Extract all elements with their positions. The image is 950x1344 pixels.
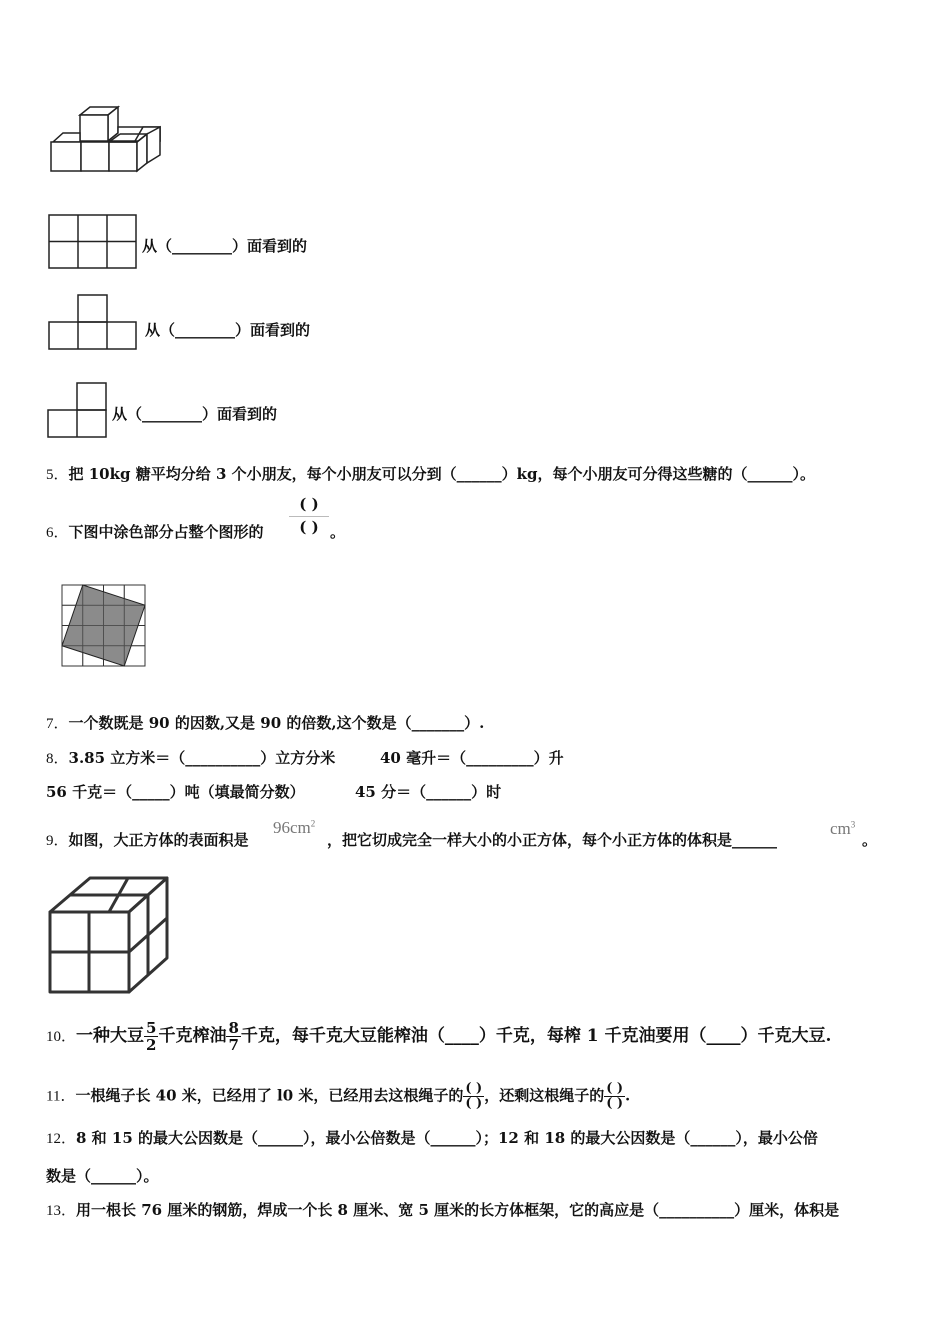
- question-8: [46, 748, 335, 769]
- question-text: 一个数既是 90 的因数,又是 90 的倍数,这个数是（_______）.: [68, 714, 485, 732]
- q6-end: 。: [330, 523, 346, 541]
- question-text: 下图中涂色部分占整个图形的: [68, 523, 264, 541]
- question-text: 把 10kg 糖平均分给 3 个小朋友，每个小朋友可以分到（______）kg，每个小朋友可分得这些糖的（______）。: [68, 465, 815, 483]
- view-figure-3: [47, 381, 109, 439]
- question-number: 11．: [46, 1088, 76, 1105]
- q8-part-4: 45 分＝（______）时: [355, 783, 502, 801]
- question-number: 5．: [46, 467, 69, 483]
- q8-part-3: 56 千克＝（_____）吨（填最简分数）: [46, 783, 305, 801]
- question-text: 用一根长 76 厘米的钢筋，焊成一个长 8 厘米、宽 5 厘米的长方体框架，它的高应是（__________）厘米，体积是: [76, 1201, 840, 1219]
- shaded-square-grid: [61, 584, 147, 668]
- question-number: 8．: [46, 751, 69, 767]
- view-figure-2: [48, 293, 140, 351]
- question-number: 9．: [46, 833, 69, 849]
- q12-line-2: 数是（______）。: [46, 1167, 159, 1185]
- question-9: [46, 830, 249, 851]
- q8-part-1: 3.85 立方米＝（__________）立方分米: [68, 749, 336, 767]
- volume-unit: $cm^3$: [830, 819, 856, 838]
- question-number: 10．: [46, 1029, 77, 1045]
- fraction-denominator: ( ): [299, 518, 319, 536]
- fraction-blank-1: $\frac{( )}{( )}$: [465, 1081, 483, 1111]
- q10-text-c: 千克，每千克大豆能榨油（____）千克，每榨 1 千克油要用（____）千克大豆.: [240, 1026, 832, 1046]
- question-11: [46, 1082, 630, 1111]
- question-10: [46, 1020, 831, 1053]
- question-number: 6．: [46, 525, 69, 541]
- fraction-5-2: $\frac{5}{2}$: [146, 1019, 157, 1054]
- view-label-2: 从（________）面看到的: [145, 321, 311, 339]
- q11-text-b: ，还剩这根绳子的: [484, 1086, 605, 1105]
- q12-line-1: 8 和 15 的最大公因数是（______），最小公倍数是（______）；12 和 18 的最大公因数是（______），最小公倍: [76, 1129, 818, 1147]
- q11-text-a: 一根绳子长 40 米，已经用了 l0 米，已经用去这根绳子的: [75, 1086, 464, 1105]
- question-number: 12．: [46, 1131, 77, 1147]
- q6-fraction: [289, 494, 329, 537]
- q9-text-b: ，把它切成完全一样大小的小正方体，每个小正方体的体积是______: [327, 831, 778, 849]
- fraction-numerator: ( ): [299, 495, 319, 513]
- block-solid-figure: [45, 105, 165, 175]
- q10-text-b: 千克榨油: [158, 1026, 227, 1046]
- fraction-8-7: $\frac{8}{7}$: [228, 1019, 239, 1054]
- q11-end: .: [625, 1086, 631, 1105]
- view-label-3: 从（________）面看到的: [112, 405, 278, 423]
- large-cube-figure: [47, 872, 172, 997]
- question-13: [46, 1200, 839, 1221]
- q8-part-2: 40 毫升＝（_________）升: [380, 749, 564, 767]
- question-number: 13．: [46, 1203, 77, 1219]
- q9-end: 。: [862, 831, 878, 849]
- view-label-1: 从（________）面看到的: [142, 237, 308, 255]
- surface-area-value: $96cm^2$: [273, 818, 316, 837]
- question-5: [46, 464, 815, 485]
- question-6: [46, 522, 264, 543]
- question-7: [46, 713, 484, 734]
- question-number: 7．: [46, 716, 69, 732]
- q10-text-a: 一种大豆: [76, 1026, 145, 1046]
- q9-text-a: 如图，大正方体的表面积是: [68, 831, 249, 849]
- fraction-blank-2: $\frac{( )}{( )}$: [606, 1081, 624, 1111]
- view-figure-1: [48, 213, 140, 269]
- question-12: [46, 1128, 818, 1149]
